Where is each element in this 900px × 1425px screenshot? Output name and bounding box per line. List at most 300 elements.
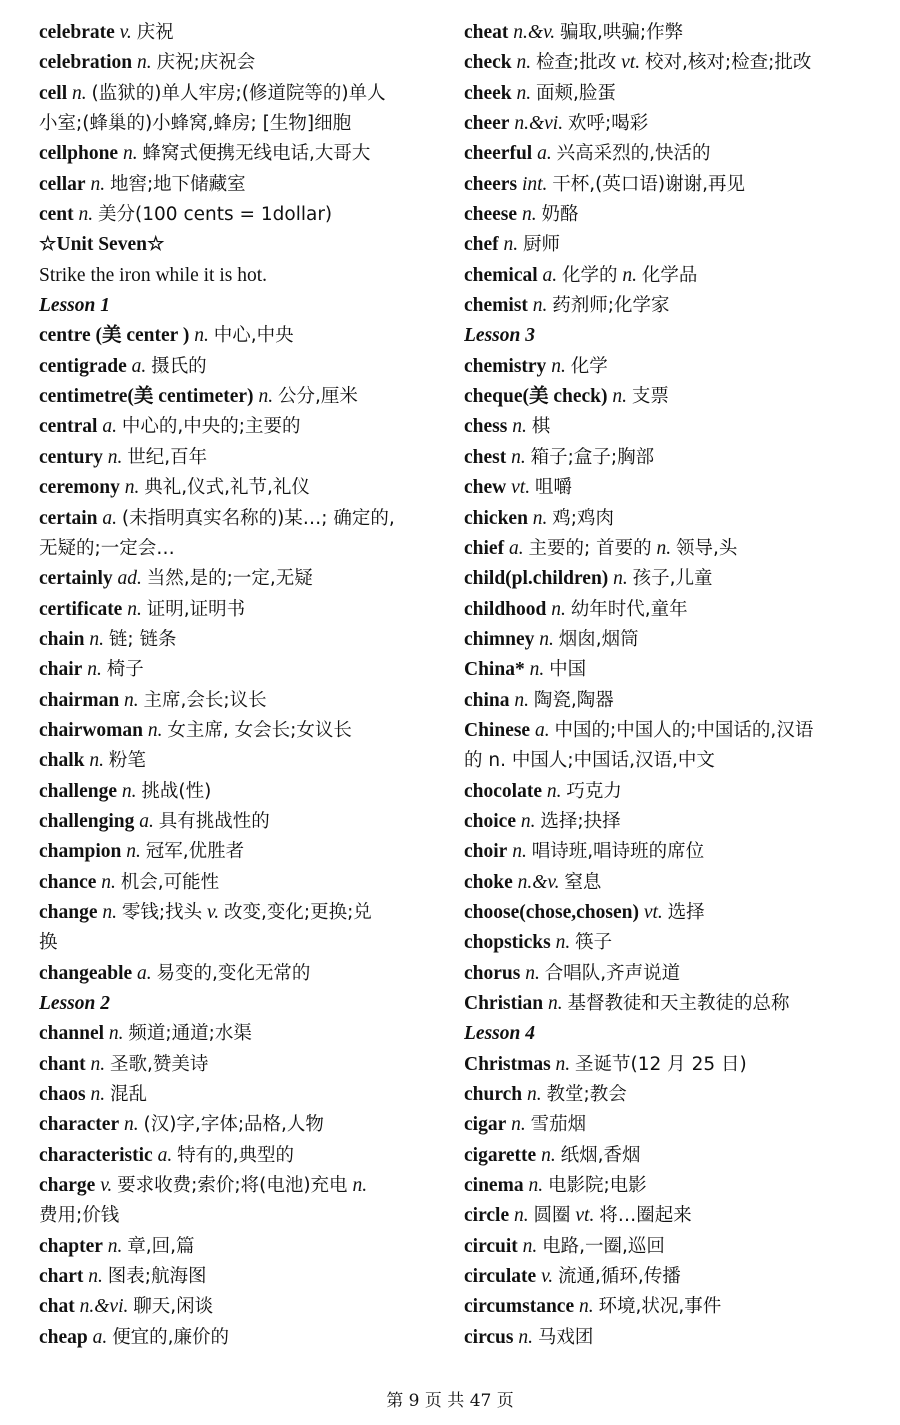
dictionary-entry	[39, 837, 434, 867]
part-of-speech: n.&v.	[513, 22, 556, 43]
definition: 环境,状况,事件	[598, 1296, 722, 1318]
definition: 要求收费;索价;将(电池)充电	[117, 1175, 348, 1197]
headword: cheerful	[464, 143, 533, 165]
headword: circus	[464, 1326, 514, 1348]
unit-heading	[39, 230, 434, 260]
definition: (未指明真实名称的)某…; 确定的,	[121, 507, 395, 529]
definition: 雪茄烟	[530, 1114, 587, 1136]
dictionary-entry	[464, 382, 869, 412]
headword: chair	[39, 659, 83, 681]
dictionary-entry	[464, 1292, 869, 1322]
dictionary-entry	[39, 139, 434, 169]
headword: champion	[39, 841, 122, 863]
part-of-speech: n.	[108, 1023, 124, 1045]
definition: 干杯,(英口语)谢谢,再见	[552, 173, 745, 195]
dictionary-entry	[464, 564, 869, 594]
definition: 校对,核对;检查;批改	[644, 52, 812, 74]
headword: chicken	[464, 507, 528, 529]
part-of-speech: n.	[518, 1326, 533, 1348]
definition-continuation	[39, 109, 434, 139]
headword: centre (美 center )	[39, 325, 190, 347]
dictionary-entry	[464, 928, 869, 958]
definition: 合唱队,齐声说道	[544, 962, 681, 984]
part-of-speech: a.	[157, 1144, 173, 1166]
part-of-speech: n.	[107, 446, 123, 468]
definition: 图表;航海图	[107, 1266, 207, 1288]
definition: 当然,是的;一定,无疑	[146, 568, 313, 590]
definition: 幼年时代,童年	[570, 598, 688, 620]
headword: chemist	[464, 295, 528, 317]
part-of-speech: n.	[613, 568, 628, 590]
part-of-speech: a.	[131, 355, 147, 377]
definition: 圣歌,赞美诗	[109, 1053, 209, 1075]
dictionary-entry	[39, 321, 434, 351]
part-of-speech: n.	[528, 1175, 544, 1197]
part-of-speech: n.	[194, 325, 209, 347]
definition: 咀嚼	[534, 477, 572, 499]
definition: 费用;价钱	[39, 1205, 120, 1227]
headword: choir	[464, 841, 508, 863]
dictionary-entry	[39, 443, 434, 473]
definition: 聊天,闲谈	[133, 1296, 214, 1318]
dictionary-entry	[464, 989, 869, 1019]
part-of-speech: a.	[537, 143, 552, 165]
part-of-speech: n.	[122, 143, 138, 165]
part-of-speech: n.	[124, 477, 140, 499]
part-of-speech: n.	[89, 750, 105, 772]
dictionary-entry	[464, 534, 869, 564]
headword: changeable	[39, 962, 133, 984]
definition: 电影院;电影	[547, 1175, 647, 1197]
definition: 化学的	[562, 264, 618, 286]
part-of-speech: n.	[87, 659, 102, 681]
definition: 烟囱,烟筒	[558, 628, 639, 650]
dictionary-entry	[39, 868, 434, 898]
headword: chest	[464, 446, 507, 468]
headword: childhood	[464, 598, 547, 620]
dictionary-entry	[464, 1171, 869, 1201]
proverb-text: Strike the iron while it is hot.	[39, 264, 268, 286]
dictionary-entry	[39, 352, 434, 382]
dictionary-entry	[39, 898, 434, 928]
definition: 筷子	[575, 932, 613, 954]
dictionary-entry	[464, 352, 869, 382]
dictionary-entry	[39, 170, 434, 200]
part-of-speech: n.	[512, 841, 527, 863]
definition-continuation	[39, 534, 434, 564]
part-of-speech: a.	[102, 507, 117, 529]
dictionary-entry	[39, 412, 434, 442]
dictionary-entry	[464, 868, 869, 898]
part-of-speech: n.	[555, 932, 571, 954]
definition: 频道;通道;水渠	[128, 1023, 252, 1045]
part-of-speech: a.	[542, 264, 558, 286]
dictionary-entry	[464, 473, 869, 503]
dictionary-entry	[39, 716, 434, 746]
definition: 链; 链条	[108, 628, 177, 650]
part-of-speech: n.	[578, 1296, 594, 1318]
part-of-speech: n.	[512, 416, 527, 438]
definition: 奶酪	[541, 204, 579, 226]
headword: challenging	[39, 810, 135, 832]
part-of-speech: v.	[206, 901, 220, 923]
headword: child(pl.children)	[464, 568, 609, 590]
dictionary-entry	[464, 716, 869, 746]
definition: 箱子;盒子;胸部	[530, 446, 655, 468]
headword: Christmas	[464, 1053, 551, 1075]
definition: 换	[39, 932, 58, 954]
definition: 基督教徒和天主教徒的总称	[567, 993, 790, 1014]
definition: 圣诞节(12 月 25 日)	[575, 1053, 747, 1075]
definition: 中心的,中央的;主要的	[121, 416, 301, 438]
headword: chalk	[39, 750, 85, 772]
headword: chimney	[464, 628, 535, 650]
dictionary-entry	[464, 261, 869, 291]
part-of-speech: n.	[525, 962, 540, 984]
dictionary-entry	[39, 1050, 434, 1080]
part-of-speech: n.	[88, 1266, 103, 1288]
part-of-speech: n.	[516, 52, 532, 74]
headword: cinema	[464, 1175, 524, 1197]
dictionary-entry	[39, 807, 434, 837]
dictionary-entry	[464, 807, 869, 837]
headword: ceremony	[39, 477, 120, 499]
part-of-speech: v.	[100, 1175, 113, 1197]
dictionary-entry	[464, 504, 869, 534]
headword: cheese	[464, 204, 518, 226]
part-of-speech: n.	[514, 689, 530, 711]
dictionary-entry	[39, 1292, 434, 1322]
headword: cheer	[464, 113, 510, 135]
definition: 便宜的,廉价的	[112, 1326, 230, 1348]
definition: (汉)字,字体;品格,人物	[143, 1114, 324, 1136]
headword: cell	[39, 82, 68, 104]
headword: cigar	[464, 1114, 507, 1136]
definition: 窒息	[564, 871, 602, 893]
headword: chat	[39, 1296, 75, 1318]
headword: chocolate	[464, 780, 542, 802]
dictionary-entry	[39, 625, 434, 655]
definition: 唱诗班,唱诗班的席位	[531, 841, 705, 863]
definition: 庆祝;庆祝会	[156, 52, 256, 74]
definition: 纸烟,香烟	[560, 1144, 641, 1166]
part-of-speech: n.	[147, 719, 163, 741]
headword: chapter	[39, 1235, 103, 1257]
dictionary-entry	[464, 1323, 869, 1353]
definition: 棋	[531, 416, 551, 438]
definition: 厨师	[523, 234, 561, 256]
definition: 冠军,优胜者	[145, 841, 245, 863]
part-of-speech: n.	[521, 204, 537, 226]
definition: 蜂窝式便携无线电话,大哥大	[142, 143, 371, 165]
part-of-speech: a.	[534, 719, 550, 741]
dictionary-entry	[464, 48, 869, 78]
headword: choice	[464, 810, 516, 832]
headword: cigarette	[464, 1144, 537, 1166]
dictionary-entry	[39, 1080, 434, 1110]
definition: 选择;抉择	[540, 810, 621, 832]
definition: 女主席, 女会长;女议长	[167, 719, 352, 741]
part-of-speech: n.	[352, 1175, 368, 1197]
dictionary-entry	[464, 291, 869, 321]
definition: 混乱	[109, 1084, 147, 1106]
lesson-title: Lesson 1	[39, 295, 110, 317]
definition: 具有挑战性的	[158, 810, 270, 832]
definition: 化学	[570, 355, 608, 377]
definition: 椅子	[106, 659, 144, 681]
part-of-speech: n.	[101, 871, 116, 893]
headword: chant	[39, 1053, 86, 1075]
dictionary-entry	[39, 382, 434, 412]
part-of-speech: v.	[541, 1266, 554, 1288]
dictionary-entry	[39, 686, 434, 716]
dictionary-entry	[464, 1201, 869, 1231]
part-of-speech: n.	[551, 355, 566, 377]
definition: 检查;批改	[536, 52, 617, 74]
headword: chain	[39, 628, 85, 650]
dictionary-entry	[39, 1232, 434, 1262]
headword: chess	[464, 416, 508, 438]
headword: check	[464, 52, 512, 74]
headword: cheat	[464, 22, 509, 43]
dictionary-entry	[39, 79, 434, 109]
dictionary-entry	[464, 139, 869, 169]
lesson-heading	[39, 291, 434, 321]
headword: character	[39, 1114, 120, 1136]
dictionary-entry	[39, 473, 434, 503]
headword: centimetre(美 centimeter)	[39, 386, 254, 408]
part-of-speech: n.	[520, 810, 536, 832]
definition: 孩子,儿童	[632, 568, 713, 590]
definition: 易变的,变化无常的	[156, 962, 311, 984]
definition: 电路,一圈,巡回	[542, 1235, 665, 1257]
lesson-heading	[464, 1019, 869, 1049]
part-of-speech: int.	[521, 173, 548, 195]
part-of-speech: n.	[541, 1144, 556, 1166]
definition: 主要的; 首要的	[528, 537, 652, 559]
definition: 无疑的;一定会…	[39, 537, 175, 559]
definition: 机会,可能性	[120, 871, 220, 893]
part-of-speech: n.	[258, 386, 274, 408]
headword: certain	[39, 507, 98, 529]
part-of-speech: n.	[90, 173, 106, 195]
headword: certainly	[39, 568, 113, 590]
definition: 中国的;中国人的;中国话的,汉语	[554, 719, 814, 741]
dictionary-entry	[464, 1232, 869, 1262]
headword: choose(chose,chosen)	[464, 901, 639, 923]
headword: chaos	[39, 1084, 86, 1106]
headword: change	[39, 901, 98, 923]
headword: Christian	[464, 993, 544, 1014]
definition: 巧克力	[566, 780, 622, 802]
dictionary-entry	[39, 200, 434, 230]
lesson-heading	[464, 321, 869, 351]
definition-continuation	[39, 1201, 434, 1231]
part-of-speech: a.	[102, 416, 117, 438]
dictionary-entry	[464, 686, 869, 716]
dictionary-entry	[464, 443, 869, 473]
part-of-speech: n.	[656, 537, 672, 559]
dictionary-entry	[464, 79, 869, 109]
dictionary-entry	[39, 746, 434, 776]
part-of-speech: n.&vi.	[514, 113, 564, 135]
part-of-speech: n.	[137, 52, 152, 74]
part-of-speech: n.	[90, 1053, 106, 1075]
part-of-speech: n.	[511, 446, 526, 468]
headword: cheap	[39, 1326, 88, 1348]
part-of-speech: n.	[90, 1084, 106, 1106]
definition: 支票	[631, 386, 669, 408]
dictionary-entry	[39, 1110, 434, 1140]
definition: 零钱;找头	[121, 901, 203, 923]
headword: celebration	[39, 52, 133, 74]
part-of-speech: n.&vi.	[79, 1296, 129, 1318]
headword: cheers	[464, 173, 518, 195]
headword: chorus	[464, 962, 521, 984]
part-of-speech: n.	[89, 628, 105, 650]
definition: 圆圈	[533, 1205, 571, 1227]
part-of-speech: n.	[522, 1235, 538, 1257]
dictionary-entry	[39, 18, 434, 48]
headword: cellphone	[39, 143, 119, 165]
definition: 马戏团	[537, 1326, 594, 1348]
part-of-speech: n.	[547, 993, 563, 1014]
part-of-speech: vt.	[575, 1205, 595, 1227]
part-of-speech: n.	[529, 659, 545, 681]
headword: chief	[464, 537, 505, 559]
definition: 欢呼;喝彩	[567, 113, 649, 135]
headword: choke	[464, 871, 513, 893]
definition: 证明,证明书	[146, 598, 246, 620]
dictionary-entry	[464, 412, 869, 442]
part-of-speech: n.	[551, 598, 566, 620]
definition: 典礼,仪式,礼节,礼仪	[144, 477, 310, 499]
part-of-speech: n.	[107, 1235, 123, 1257]
headword: cheek	[464, 82, 512, 104]
dictionary-entry	[39, 1171, 434, 1201]
headword: century	[39, 446, 103, 468]
headword: celebrate	[39, 22, 115, 43]
headword: chemical	[464, 264, 538, 286]
definition: 陶瓷,陶器	[533, 689, 614, 711]
part-of-speech: n.	[513, 1205, 529, 1227]
page-footer: 第 9 页 共 47 页	[386, 1391, 514, 1411]
dictionary-entry	[464, 200, 869, 230]
dictionary-entry	[464, 777, 869, 807]
part-of-speech: n.	[539, 628, 554, 650]
part-of-speech: n.	[72, 82, 87, 104]
dictionary-entry	[464, 1080, 869, 1110]
lesson-title: Lesson 4	[464, 1023, 535, 1045]
definition: 地窖;地下储藏室	[109, 173, 246, 195]
definition: 粉笔	[108, 750, 146, 772]
headword: circumstance	[464, 1296, 575, 1318]
dictionary-entry	[464, 625, 869, 655]
definition: 特有的,典型的	[177, 1144, 294, 1166]
definition: 鸡;鸡肉	[552, 507, 615, 529]
part-of-speech: n.	[555, 1053, 571, 1075]
headword: chef	[464, 234, 499, 256]
dictionary-entry	[39, 1141, 434, 1171]
part-of-speech: v.	[119, 22, 132, 43]
part-of-speech: a.	[508, 537, 524, 559]
definition: 世纪,百年	[127, 446, 208, 468]
headword: certificate	[39, 598, 123, 620]
part-of-speech: n.	[532, 295, 548, 317]
headword: cent	[39, 204, 74, 226]
definition: 的 n. 中国人;中国话,汉语,中文	[464, 750, 715, 772]
headword: challenge	[39, 780, 117, 802]
definition: 挑战(性)	[141, 780, 212, 802]
part-of-speech: n.	[516, 82, 532, 104]
dictionary-entry	[464, 170, 869, 200]
part-of-speech: n.	[124, 1114, 139, 1136]
headword: chairwoman	[39, 719, 143, 741]
definition: 将…圈起来	[599, 1205, 692, 1227]
definition: 骗取,哄骗;作弊	[560, 22, 684, 43]
part-of-speech: ad.	[117, 568, 142, 590]
part-of-speech: n.	[532, 507, 548, 529]
headword: charge	[39, 1175, 96, 1197]
headword: cheque(美 check)	[464, 386, 608, 408]
part-of-speech: n.	[121, 780, 137, 802]
dictionary-entry	[39, 504, 434, 534]
headword: chemistry	[464, 355, 547, 377]
part-of-speech: n.	[126, 841, 141, 863]
headword: China*	[464, 659, 525, 681]
dictionary-entry	[464, 18, 869, 48]
dictionary-entry	[39, 959, 434, 989]
part-of-speech: n.	[124, 689, 139, 711]
part-of-speech: n.&v.	[517, 871, 560, 893]
headword: cellar	[39, 173, 86, 195]
dictionary-entry	[39, 48, 434, 78]
headword: chairman	[39, 689, 120, 711]
definition: 公分,厘米	[277, 386, 358, 408]
dictionary-entry	[464, 959, 869, 989]
definition: 章,回,篇	[127, 1235, 195, 1257]
dictionary-entry	[464, 230, 869, 260]
dictionary-entry	[464, 837, 869, 867]
headword: channel	[39, 1023, 105, 1045]
headword: circuit	[464, 1235, 518, 1257]
part-of-speech: vt.	[511, 477, 531, 499]
headword: china	[464, 689, 510, 711]
headword: chew	[464, 477, 507, 499]
dictionary-entry	[464, 655, 869, 685]
definition: 药剂师;化学家	[552, 295, 670, 317]
definition: 中国	[549, 659, 587, 681]
definition: 摄氏的	[151, 355, 207, 377]
headword: centigrade	[39, 355, 127, 377]
left-column	[39, 18, 434, 1353]
definition: 主席,会长;议长	[143, 689, 267, 711]
dictionary-entry	[39, 777, 434, 807]
definition: 中心,中央	[213, 325, 294, 347]
dictionary-entry	[464, 898, 869, 928]
lesson-title: Lesson 3	[464, 325, 535, 347]
headword: central	[39, 416, 98, 438]
right-column	[464, 18, 869, 1353]
part-of-speech: a.	[92, 1326, 108, 1348]
lesson-heading	[39, 989, 434, 1019]
definition-continuation	[464, 746, 869, 776]
headword: church	[464, 1084, 523, 1106]
definition: 兴高采烈的,快活的	[556, 143, 711, 165]
dictionary-entry	[39, 1019, 434, 1049]
dictionary-entry	[464, 1110, 869, 1140]
dictionary-entry	[464, 1262, 869, 1292]
